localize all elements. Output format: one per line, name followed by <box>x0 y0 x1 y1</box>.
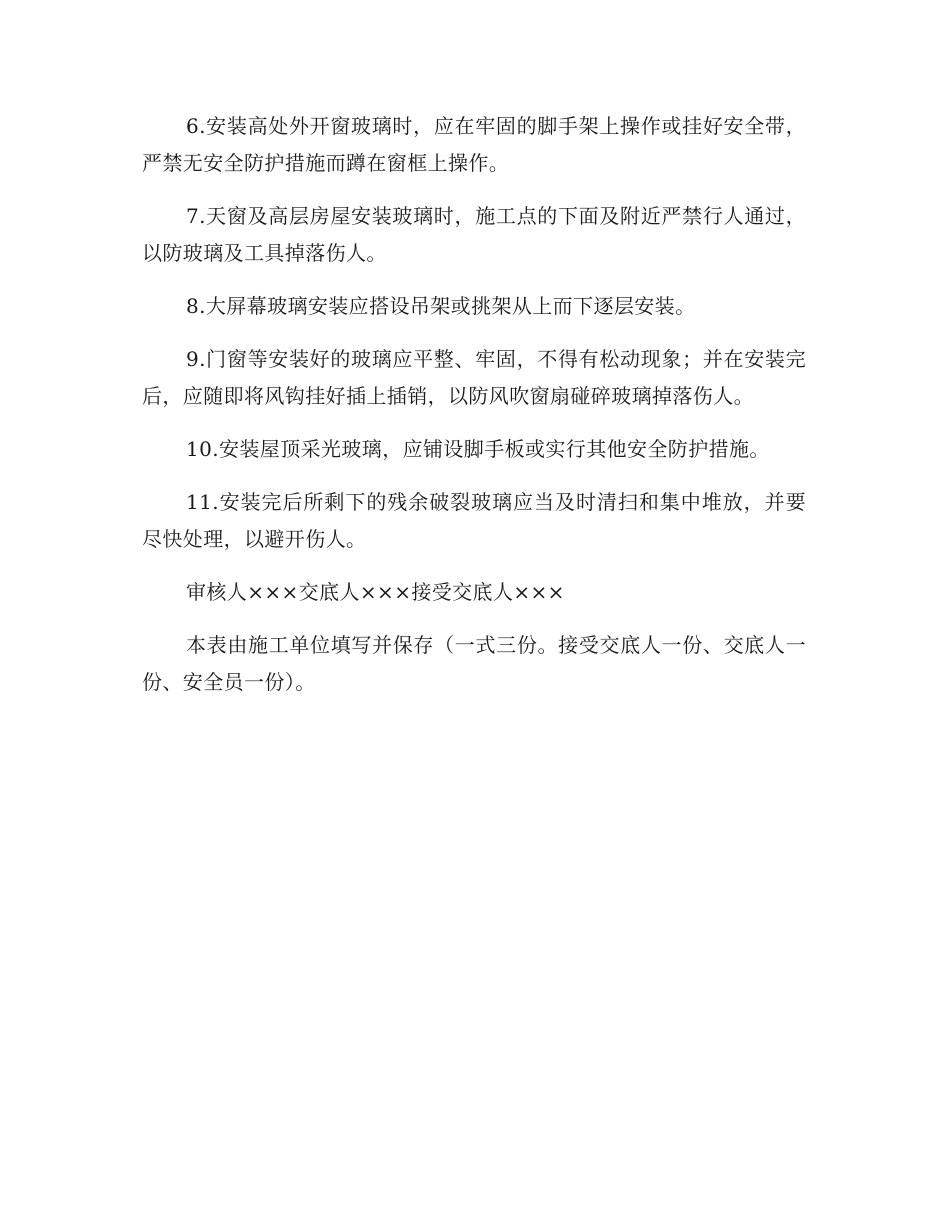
paragraph-item-8: 8.大屏幕玻璃安装应搭设吊架或挑架从上而下逐层安装。 <box>186 294 696 318</box>
form-note: 本表由施工单位填写并保存（一式三份。接受交底人一份、交底人一份、安全员一份）。 <box>142 633 806 694</box>
paragraph-item-10: 10.安装屋顶采光玻璃，应铺设脚手板或实行其他安全防护措施。 <box>186 437 770 461</box>
paragraph-item-11: 11.安装完后所剩下的残余破裂玻璃应当及时清扫和集中堆放，并要尽快处理，以避开伤人。 <box>142 490 806 551</box>
document-page <box>142 108 806 717</box>
paragraph-item-6: 6.安装高处外开窗玻璃时，应在牢固的脚手架上操作或挂好安全带，严禁无安全防护措施而蹲在窗框上操作。 <box>142 114 806 175</box>
paragraph-item-7: 7.天窗及高层房屋安装玻璃时，施工点的下面及附近严禁行人通过，以防玻璃及工具掉落伤人。 <box>142 204 806 265</box>
paragraph-item-9: 9.门窗等安装好的玻璃应平整、牢固，不得有松动现象；并在安装完后，应随即将风钩挂好插上插销，以防风吹窗扇碰碎玻璃掉落伤人。 <box>142 347 806 408</box>
signature-line: 审核人×××交底人×××接受交底人××× <box>186 580 565 604</box>
